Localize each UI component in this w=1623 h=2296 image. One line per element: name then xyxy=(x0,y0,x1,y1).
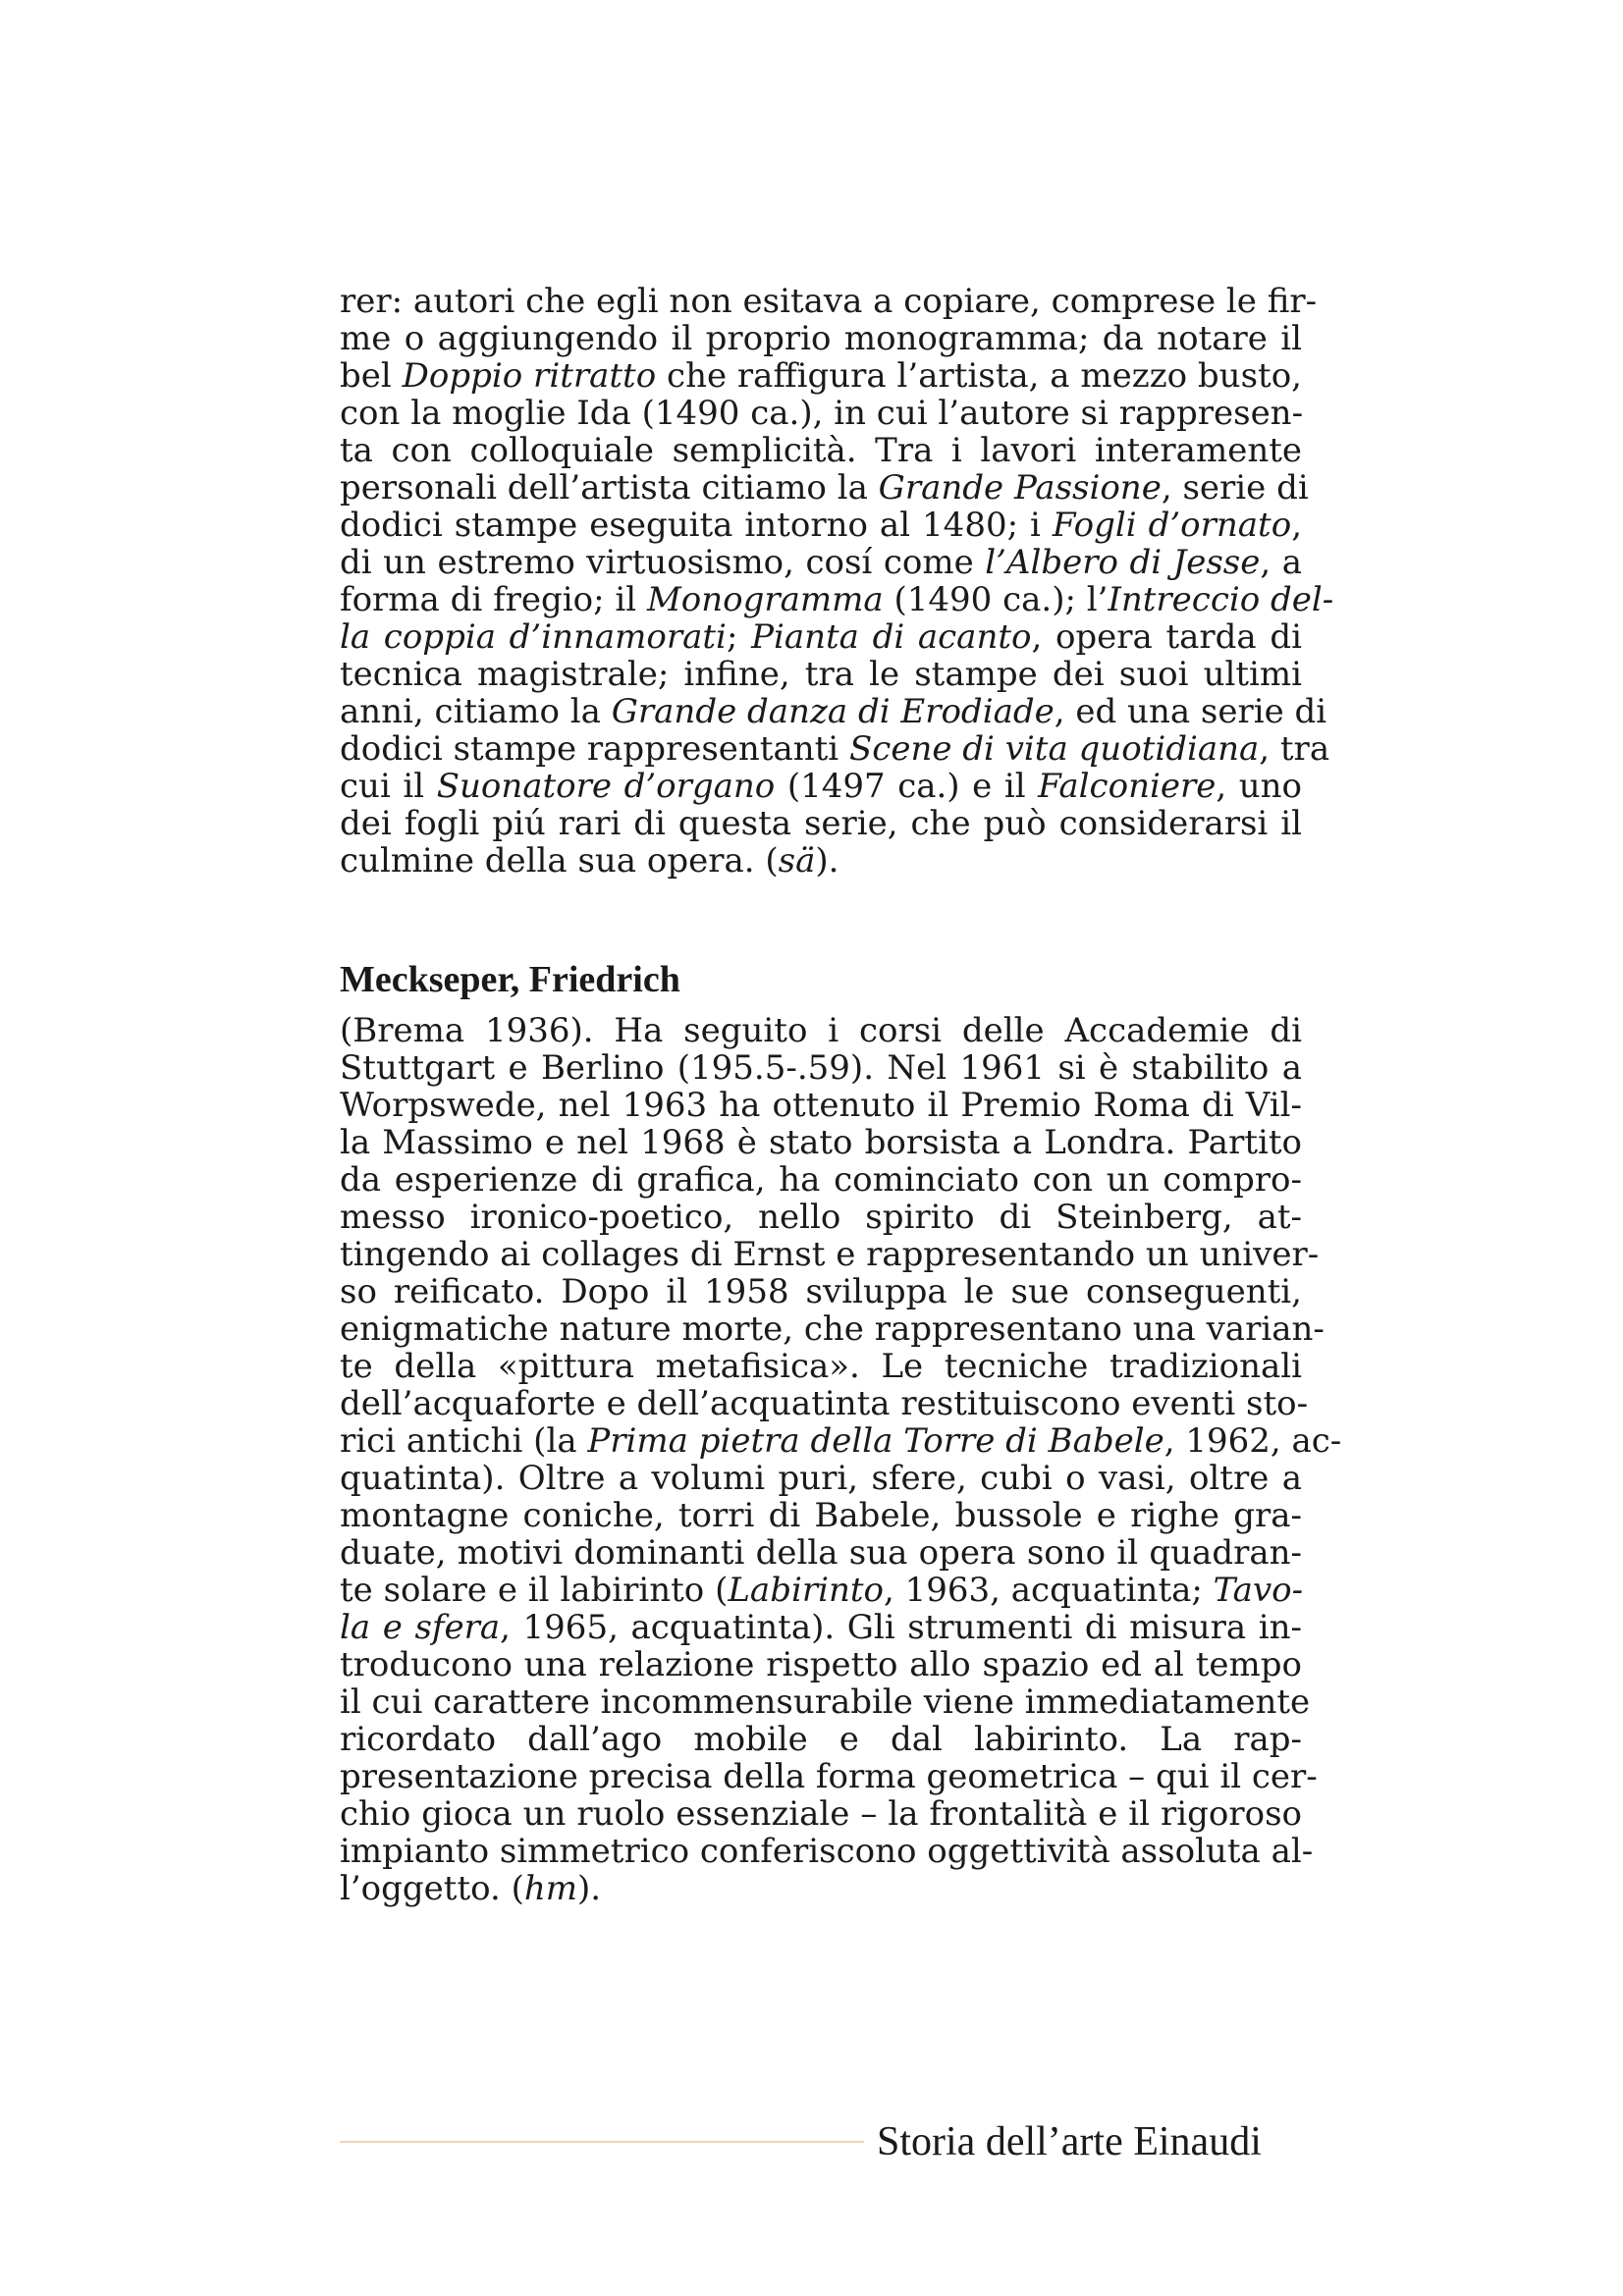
body-text-line: di un estremo virtuosismo, cosí come l’Albero di Jesse, a xyxy=(340,543,1302,582)
body-text-line: quatinta). Oltre a volumi puri, sfere, cubi o vasi, oltre a xyxy=(340,1459,1302,1498)
body-text-line: so reificato. Dopo il 1958 sviluppa le sue conseguenti, xyxy=(340,1272,1302,1311)
body-text-line: Stuttgart e Berlino (195.5-.59). Nel 1961 si è stabilito a xyxy=(340,1048,1302,1088)
body-text-line: Worpswede, nel 1963 ha ottenuto il Premio Roma di Vil- xyxy=(340,1086,1302,1125)
body-text-line: chio gioca un ruolo essenziale – la frontalità e il rigoroso xyxy=(340,1794,1302,1834)
body-text-line: troducono una relazione rispetto allo spazio ed al tempo xyxy=(340,1645,1302,1684)
body-text-line: con la moglie Ida (1490 ca.), in cui l’autore si rappresen- xyxy=(340,394,1304,433)
body-text-line: tecnica magistrale; infine, tra le stampe dei suoi ultimi xyxy=(340,655,1302,694)
body-text-line: cui il Suonatore d’organo (1497 ca.) e il Falconiere, uno xyxy=(340,767,1302,806)
body-text-line: bel Doppio ritratto che raffigura l’artista, a mezzo busto, xyxy=(340,356,1302,396)
entry-heading: Meckseper, Friedrich xyxy=(340,959,680,1000)
body-text-line: enigmatiche nature morte, che rappresentano una varian- xyxy=(340,1309,1325,1349)
body-text-line: da esperienze di grafica, ha cominciato con un compro- xyxy=(340,1160,1302,1200)
footer-title: Storia dell’arte Einaudi xyxy=(877,2119,1262,2164)
body-text-line: te della «pittura metafisica». Le tecniche tradizionali xyxy=(340,1347,1302,1386)
body-text-line: dell’acquaforte e dell’acquatinta restituiscono eventi sto- xyxy=(340,1384,1309,1423)
body-text-line: la Massimo e nel 1968 è stato borsista a Londra. Partito xyxy=(340,1123,1302,1162)
body-text-line: presentazione precisa della forma geometrica – qui il cer- xyxy=(340,1757,1318,1796)
body-text-line: tingendo ai collages di Ernst e rappresentando un univer- xyxy=(340,1235,1320,1274)
body-text-line: (Brema 1936). Ha seguito i corsi delle Accademie di xyxy=(340,1011,1302,1050)
body-text-line: il cui carattere incommensurabile viene immediatamente xyxy=(340,1682,1311,1722)
body-text-line: messo ironico-poetico, nello spirito di Steinberg, at- xyxy=(340,1198,1302,1237)
body-text-line: culmine della sua opera. (sä). xyxy=(340,841,839,881)
body-text-line: dodici stampe eseguita intorno al 1480; i Fogli d’ornato, xyxy=(340,506,1302,545)
body-text-line: impianto simmetrico conferiscono oggettività assoluta al- xyxy=(340,1832,1314,1871)
body-text-line: dei fogli piú rari di questa serie, che può considerarsi il xyxy=(340,804,1302,843)
body-text-line: montagne coniche, torri di Babele, bussole e righe gra- xyxy=(340,1496,1302,1535)
footer-rule xyxy=(340,2141,864,2143)
body-text-line: rici antichi (la Prima pietra della Torre di Babele, 1962, ac- xyxy=(340,1421,1342,1461)
body-text-line: te solare e il labirinto (Labirinto, 1963, acquatinta; Tavo- xyxy=(340,1571,1304,1610)
body-text-line: la e sfera, 1965, acquatinta). Gli strumenti di misura in- xyxy=(340,1608,1302,1647)
body-text-line: rer: autori che egli non esitava a copiare, comprese le fir- xyxy=(340,282,1318,321)
body-text-line: l’oggetto. (hm). xyxy=(340,1869,602,1908)
body-text-line: ta con colloquiale semplicità. Tra i lavori interamente xyxy=(340,431,1302,470)
body-text-line: dodici stampe rappresentanti Scene di vita quotidiana, tra xyxy=(340,729,1330,769)
body-text-line: ricordato dall’ago mobile e dal labirinto. La rap- xyxy=(340,1720,1302,1759)
body-text-line: la coppia d’innamorati; Pianta di acanto, opera tarda di xyxy=(340,617,1302,657)
body-text-line: duate, motivi dominanti della sua opera sono il quadran- xyxy=(340,1533,1302,1573)
body-text-line: forma di fregio; il Monogramma (1490 ca.); l’Intreccio del- xyxy=(340,580,1334,619)
body-text-line: anni, citiamo la Grande danza di Erodiade, ed una serie di xyxy=(340,692,1327,731)
body-text-line: personali dell’artista citiamo la Grande Passione, serie di xyxy=(340,468,1309,507)
body-text-line: me o aggiungendo il proprio monogramma; da notare il xyxy=(340,319,1302,358)
